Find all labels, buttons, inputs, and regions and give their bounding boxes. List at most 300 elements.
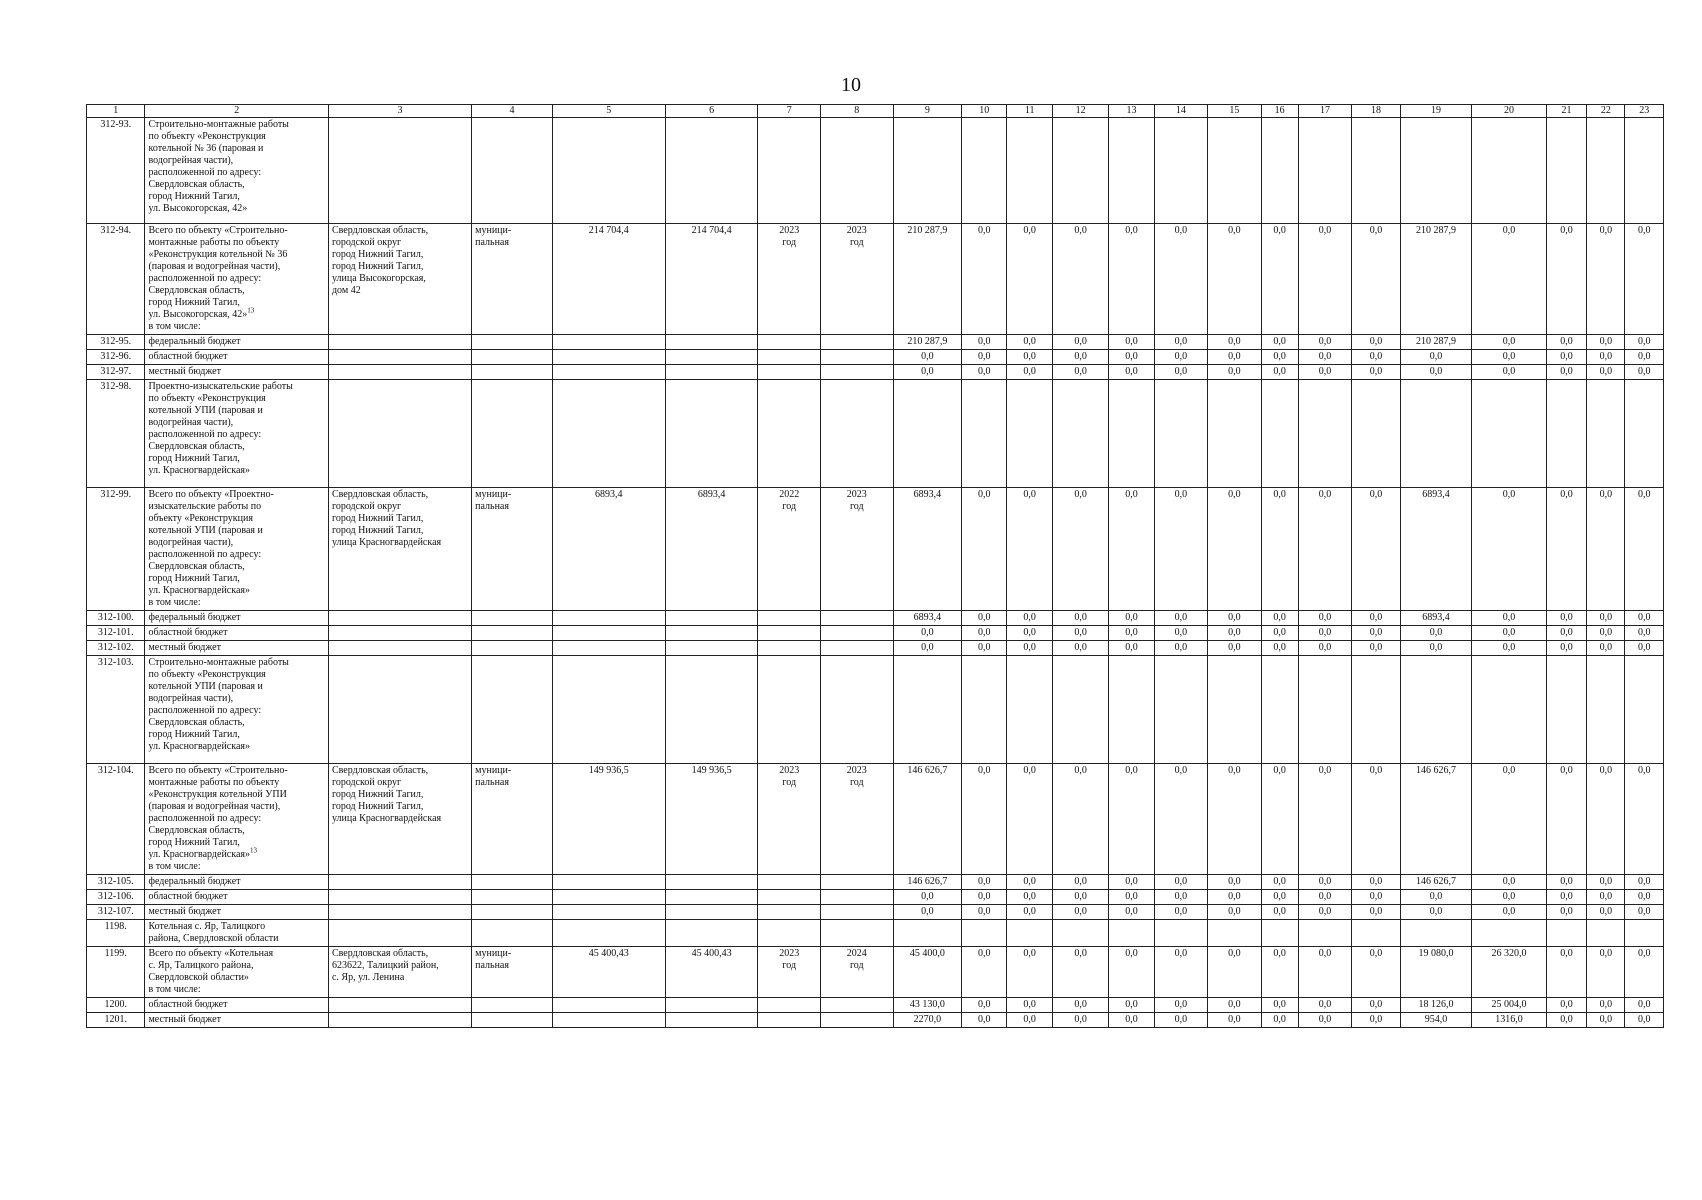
total-cost-cell xyxy=(665,380,758,488)
funding-value-cell: 0,0 xyxy=(1007,335,1052,350)
column-number-cell: 11 xyxy=(1007,105,1052,118)
funding-value-cell: 954,0 xyxy=(1400,1013,1472,1028)
funding-value-cell: 6893,4 xyxy=(1400,488,1472,611)
funding-value-cell: 0,0 xyxy=(893,905,962,920)
location-cell: Свердловская область, городской округ город Нижний Тагил, город Нижний Тагил, улица Красногвардейская xyxy=(328,488,471,611)
funding-value-cell: 0,0 xyxy=(1052,905,1108,920)
column-number-cell: 7 xyxy=(758,105,821,118)
table-body xyxy=(87,105,1664,1028)
total-cost-cell xyxy=(665,905,758,920)
funding-value-cell: 0,0 xyxy=(1587,905,1625,920)
funding-value-cell xyxy=(1261,118,1298,224)
end-year-cell xyxy=(820,890,893,905)
funding-value-cell: 0,0 xyxy=(962,998,1007,1013)
funding-value-cell xyxy=(962,380,1007,488)
funding-value-cell: 0,0 xyxy=(1261,1013,1298,1028)
column-number-cell: 8 xyxy=(820,105,893,118)
table-row xyxy=(87,905,1664,920)
row-number-cell: 312-99. xyxy=(87,488,145,611)
funding-value-cell: 0,0 xyxy=(1261,611,1298,626)
funding-value-cell: 0,0 xyxy=(1007,488,1052,611)
estimated-cost-cell xyxy=(552,656,665,764)
start-year-cell xyxy=(758,365,821,380)
funding-value-cell: 0,0 xyxy=(1261,350,1298,365)
row-name-tail: в том числе: xyxy=(148,321,201,332)
funding-value-cell: 0,0 xyxy=(1587,641,1625,656)
funding-value-cell: 0,0 xyxy=(962,905,1007,920)
estimated-cost-cell xyxy=(552,380,665,488)
funding-value-cell xyxy=(1472,118,1547,224)
row-number-cell: 312-100. xyxy=(87,611,145,626)
funding-value-cell: 0,0 xyxy=(893,890,962,905)
column-number-cell: 18 xyxy=(1352,105,1400,118)
location-cell xyxy=(328,335,471,350)
funding-value-cell: 0,0 xyxy=(1298,350,1351,365)
row-name-cell: местный бюджет xyxy=(145,1013,329,1028)
funding-value-cell: 0,0 xyxy=(1625,611,1664,626)
funding-value-cell: 0,0 xyxy=(1109,998,1154,1013)
funding-value-cell: 0,0 xyxy=(1261,998,1298,1013)
start-year-cell: 2023 год xyxy=(758,764,821,875)
funding-value-cell: 0,0 xyxy=(1625,890,1664,905)
funding-value-cell: 0,0 xyxy=(1109,350,1154,365)
funding-value-cell: 0,0 xyxy=(1261,890,1298,905)
ownership-cell: муници- пальная xyxy=(472,764,553,875)
table-row xyxy=(87,611,1664,626)
funding-value-cell: 0,0 xyxy=(1625,875,1664,890)
ownership-cell: муници- пальная xyxy=(472,947,553,998)
ownership-cell xyxy=(472,920,553,947)
funding-value-cell: 210 287,9 xyxy=(893,335,962,350)
funding-value-cell: 0,0 xyxy=(1472,890,1547,905)
location-cell xyxy=(328,905,471,920)
funding-value-cell: 0,0 xyxy=(1109,1013,1154,1028)
row-name-cell: местный бюджет xyxy=(145,905,329,920)
funding-value-cell: 0,0 xyxy=(1587,764,1625,875)
funding-value-cell: 0,0 xyxy=(1625,365,1664,380)
row-name-cell: Всего по объекту «Котельная с. Яр, Талицкого района, Свердловской области» в том числе: xyxy=(145,947,329,998)
start-year-cell xyxy=(758,875,821,890)
funding-value-cell xyxy=(1352,920,1400,947)
funding-value-cell: 0,0 xyxy=(1109,764,1154,875)
funding-value-cell: 0,0 xyxy=(1007,365,1052,380)
ownership-cell: муници- пальная xyxy=(472,224,553,335)
funding-value-cell: 0,0 xyxy=(1587,1013,1625,1028)
estimated-cost-cell xyxy=(552,905,665,920)
row-number-cell: 1198. xyxy=(87,920,145,947)
funding-value-cell: 19 080,0 xyxy=(1400,947,1472,998)
column-number-cell: 2 xyxy=(145,105,329,118)
funding-value-cell: 0,0 xyxy=(1625,488,1664,611)
table-row xyxy=(87,656,1664,764)
funding-value-cell xyxy=(1625,118,1664,224)
row-name-tail: в том числе: xyxy=(148,861,201,872)
funding-value-cell: 0,0 xyxy=(1587,335,1625,350)
row-name-cell: Котельная с. Яр, Талицкого района, Свердловской области xyxy=(145,920,329,947)
funding-value-cell: 0,0 xyxy=(1352,626,1400,641)
funding-value-cell: 0,0 xyxy=(1472,365,1547,380)
funding-value-cell: 210 287,9 xyxy=(1400,224,1472,335)
funding-value-cell: 0,0 xyxy=(1298,641,1351,656)
ownership-cell xyxy=(472,656,553,764)
row-name-cell: Строительно-монтажные работы по объекту «Реконструкция котельной УПИ (паровая и водогрейная части), расположенной по адресу: Свердловская область, город Нижний Тагил, ул. Красногвардейская» xyxy=(145,656,329,764)
funding-value-cell: 0,0 xyxy=(1587,998,1625,1013)
location-cell xyxy=(328,656,471,764)
funding-value-cell: 0,0 xyxy=(962,875,1007,890)
funding-value-cell xyxy=(1472,380,1547,488)
funding-value-cell: 25 004,0 xyxy=(1472,998,1547,1013)
funding-value-cell xyxy=(1472,656,1547,764)
row-name-cell: областной бюджет xyxy=(145,350,329,365)
row-number-cell: 312-97. xyxy=(87,365,145,380)
funding-value-cell: 0,0 xyxy=(1109,905,1154,920)
table-row xyxy=(87,764,1664,875)
funding-value-cell: 0,0 xyxy=(1052,947,1108,998)
funding-value-cell: 0,0 xyxy=(1352,365,1400,380)
funding-value-cell xyxy=(1052,118,1108,224)
funding-value-cell: 0,0 xyxy=(1400,641,1472,656)
location-cell xyxy=(328,875,471,890)
funding-value-cell: 0,0 xyxy=(1352,224,1400,335)
funding-value-cell: 0,0 xyxy=(1261,365,1298,380)
row-name-cell: Всего по объекту «Проектно- изыскательские работы по объекту «Реконструкция котельной УПИ (паровая и водогрейная части), расположенной по адресу: Свердловская область, город Нижний Тагил, ул. Красногвардейская» в том числе: xyxy=(145,488,329,611)
funding-value-cell: 0,0 xyxy=(1298,626,1351,641)
funding-value-cell xyxy=(1007,656,1052,764)
funding-value-cell: 0,0 xyxy=(1052,626,1108,641)
funding-value-cell: 0,0 xyxy=(962,641,1007,656)
funding-value-cell: 0,0 xyxy=(1546,1013,1586,1028)
funding-value-cell xyxy=(1208,920,1261,947)
funding-value-cell xyxy=(1261,380,1298,488)
funding-value-cell: 1316,0 xyxy=(1472,1013,1547,1028)
page-number: 10 xyxy=(841,74,861,96)
funding-value-cell: 0,0 xyxy=(1546,365,1586,380)
funding-value-cell: 0,0 xyxy=(1154,611,1207,626)
location-cell xyxy=(328,611,471,626)
end-year-cell xyxy=(820,920,893,947)
table-row xyxy=(87,365,1664,380)
funding-value-cell: 0,0 xyxy=(962,764,1007,875)
funding-value-cell xyxy=(1472,920,1547,947)
funding-value-cell: 0,0 xyxy=(1352,998,1400,1013)
column-number-cell: 5 xyxy=(552,105,665,118)
funding-value-cell: 0,0 xyxy=(1052,641,1108,656)
funding-value-cell: 0,0 xyxy=(1587,488,1625,611)
funding-value-cell xyxy=(1261,656,1298,764)
end-year-cell xyxy=(820,380,893,488)
funding-value-cell xyxy=(1208,380,1261,488)
funding-value-cell: 0,0 xyxy=(1007,905,1052,920)
funding-value-cell: 0,0 xyxy=(1109,335,1154,350)
funding-value-cell: 6893,4 xyxy=(1400,611,1472,626)
funding-value-cell: 0,0 xyxy=(1261,764,1298,875)
funding-value-cell: 0,0 xyxy=(1261,905,1298,920)
column-number-cell: 13 xyxy=(1109,105,1154,118)
row-number-cell: 312-94. xyxy=(87,224,145,335)
column-number-cell: 16 xyxy=(1261,105,1298,118)
funding-value-cell xyxy=(1587,118,1625,224)
funding-value-cell: 0,0 xyxy=(1261,947,1298,998)
total-cost-cell xyxy=(665,641,758,656)
estimated-cost-cell xyxy=(552,365,665,380)
funding-value-cell: 0,0 xyxy=(1052,998,1108,1013)
end-year-cell: 2023 год xyxy=(820,764,893,875)
funding-value-cell xyxy=(1546,380,1586,488)
funding-value-cell: 0,0 xyxy=(1261,626,1298,641)
table-row xyxy=(87,998,1664,1013)
funding-value-cell: 18 126,0 xyxy=(1400,998,1472,1013)
end-year-cell xyxy=(820,626,893,641)
funding-value-cell: 26 320,0 xyxy=(1472,947,1547,998)
funding-value-cell xyxy=(1546,656,1586,764)
funding-value-cell: 0,0 xyxy=(1154,488,1207,611)
funding-value-cell xyxy=(1352,380,1400,488)
funding-value-cell: 0,0 xyxy=(1109,224,1154,335)
row-number-cell: 312-105. xyxy=(87,875,145,890)
row-name-cell xyxy=(145,764,329,875)
funding-value-cell: 0,0 xyxy=(1472,611,1547,626)
estimated-cost-cell: 214 704,4 xyxy=(552,224,665,335)
funding-value-cell: 0,0 xyxy=(1154,1013,1207,1028)
funding-value-cell: 0,0 xyxy=(1261,335,1298,350)
table-row xyxy=(87,335,1664,350)
footnote-mark: 13 xyxy=(249,846,257,855)
location-cell xyxy=(328,350,471,365)
end-year-cell xyxy=(820,998,893,1013)
funding-value-cell xyxy=(1625,920,1664,947)
funding-value-cell xyxy=(1298,118,1351,224)
column-number-cell: 9 xyxy=(893,105,962,118)
row-name-cell: федеральный бюджет xyxy=(145,611,329,626)
table-row xyxy=(87,641,1664,656)
funding-value-cell: 0,0 xyxy=(1208,875,1261,890)
funding-value-cell: 0,0 xyxy=(1052,350,1108,365)
funding-value-cell: 0,0 xyxy=(962,611,1007,626)
funding-value-cell: 0,0 xyxy=(1208,1013,1261,1028)
row-number-cell: 1201. xyxy=(87,1013,145,1028)
row-number-cell: 1200. xyxy=(87,998,145,1013)
estimated-cost-cell xyxy=(552,611,665,626)
funding-value-cell: 0,0 xyxy=(1154,875,1207,890)
funding-value-cell: 0,0 xyxy=(1625,335,1664,350)
funding-value-cell: 0,0 xyxy=(1625,998,1664,1013)
total-cost-cell xyxy=(665,890,758,905)
total-cost-cell xyxy=(665,1013,758,1028)
funding-value-cell: 0,0 xyxy=(1298,365,1351,380)
funding-value-cell: 0,0 xyxy=(1154,365,1207,380)
funding-value-cell: 0,0 xyxy=(1625,641,1664,656)
funding-value-cell: 0,0 xyxy=(1052,875,1108,890)
funding-value-cell: 0,0 xyxy=(1154,890,1207,905)
funding-value-cell: 0,0 xyxy=(1472,335,1547,350)
total-cost-cell xyxy=(665,365,758,380)
funding-value-cell: 0,0 xyxy=(1546,875,1586,890)
funding-value-cell: 0,0 xyxy=(962,947,1007,998)
funding-value-cell: 0,0 xyxy=(1298,947,1351,998)
funding-value-cell: 0,0 xyxy=(1052,224,1108,335)
funding-value-cell: 0,0 xyxy=(1052,488,1108,611)
funding-value-cell: 0,0 xyxy=(1352,875,1400,890)
funding-value-cell: 0,0 xyxy=(1472,764,1547,875)
funding-value-cell: 0,0 xyxy=(1007,626,1052,641)
funding-value-cell xyxy=(1400,920,1472,947)
funding-value-cell: 0,0 xyxy=(1208,224,1261,335)
funding-value-cell xyxy=(1052,656,1108,764)
funding-value-cell: 0,0 xyxy=(1208,611,1261,626)
estimated-cost-cell xyxy=(552,875,665,890)
column-number-row xyxy=(87,105,1664,118)
row-number-cell: 312-98. xyxy=(87,380,145,488)
estimated-cost-cell xyxy=(552,998,665,1013)
funding-value-cell xyxy=(1208,656,1261,764)
funding-value-cell xyxy=(1007,380,1052,488)
funding-value-cell: 0,0 xyxy=(1154,998,1207,1013)
funding-value-cell: 0,0 xyxy=(962,488,1007,611)
funding-value-cell: 0,0 xyxy=(1298,905,1351,920)
funding-value-cell: 0,0 xyxy=(1109,626,1154,641)
funding-value-cell: 0,0 xyxy=(1352,1013,1400,1028)
location-cell xyxy=(328,998,471,1013)
end-year-cell xyxy=(820,1013,893,1028)
table-row xyxy=(87,224,1664,335)
funding-value-cell: 0,0 xyxy=(893,641,962,656)
funding-value-cell: 0,0 xyxy=(893,350,962,365)
funding-value-cell xyxy=(1052,920,1108,947)
funding-value-cell: 0,0 xyxy=(1625,626,1664,641)
funding-value-cell: 0,0 xyxy=(1109,365,1154,380)
funding-value-cell: 0,0 xyxy=(1208,764,1261,875)
funding-value-cell xyxy=(1587,380,1625,488)
funding-value-cell: 0,0 xyxy=(1546,626,1586,641)
funding-value-cell xyxy=(1154,920,1207,947)
funding-value-cell xyxy=(962,656,1007,764)
funding-value-cell: 0,0 xyxy=(1546,764,1586,875)
funding-value-cell: 0,0 xyxy=(1472,875,1547,890)
funding-value-cell: 0,0 xyxy=(1587,611,1625,626)
location-cell: Свердловская область, городской округ город Нижний Тагил, город Нижний Тагил, улица Высокогорская, дом 42 xyxy=(328,224,471,335)
ownership-cell xyxy=(472,350,553,365)
ownership-cell xyxy=(472,365,553,380)
total-cost-cell xyxy=(665,920,758,947)
funding-value-cell xyxy=(1109,656,1154,764)
total-cost-cell: 6893,4 xyxy=(665,488,758,611)
estimated-cost-cell xyxy=(552,350,665,365)
funding-value-cell xyxy=(1587,920,1625,947)
funding-value-cell: 0,0 xyxy=(1400,905,1472,920)
funding-value-cell: 0,0 xyxy=(1472,350,1547,365)
row-number-cell: 312-102. xyxy=(87,641,145,656)
funding-value-cell xyxy=(893,656,962,764)
funding-value-cell: 210 287,9 xyxy=(1400,335,1472,350)
location-cell: Свердловская область, 623622, Талицкий район, с. Яр, ул. Ленина xyxy=(328,947,471,998)
funding-value-cell: 0,0 xyxy=(1472,905,1547,920)
funding-value-cell xyxy=(1007,920,1052,947)
funding-value-cell: 6893,4 xyxy=(893,488,962,611)
funding-value-cell: 0,0 xyxy=(1546,890,1586,905)
funding-value-cell: 0,0 xyxy=(1352,611,1400,626)
start-year-cell xyxy=(758,350,821,365)
funding-value-cell: 0,0 xyxy=(1007,350,1052,365)
funding-value-cell: 0,0 xyxy=(1208,905,1261,920)
funding-value-cell: 0,0 xyxy=(1298,890,1351,905)
funding-value-cell xyxy=(1154,656,1207,764)
location-cell xyxy=(328,380,471,488)
funding-value-cell: 0,0 xyxy=(1261,641,1298,656)
funding-value-cell: 0,0 xyxy=(962,365,1007,380)
location-cell xyxy=(328,118,471,224)
total-cost-cell xyxy=(665,656,758,764)
start-year-cell xyxy=(758,335,821,350)
funding-value-cell: 0,0 xyxy=(1052,1013,1108,1028)
funding-value-cell: 0,0 xyxy=(962,890,1007,905)
funding-value-cell: 0,0 xyxy=(1298,224,1351,335)
funding-value-cell xyxy=(1400,656,1472,764)
column-number-cell: 19 xyxy=(1400,105,1472,118)
row-name-cell: областной бюджет xyxy=(145,890,329,905)
funding-value-cell: 2270,0 xyxy=(893,1013,962,1028)
funding-value-cell xyxy=(1352,118,1400,224)
estimated-cost-cell xyxy=(552,118,665,224)
funding-value-cell: 0,0 xyxy=(1546,224,1586,335)
funding-value-cell: 45 400,0 xyxy=(893,947,962,998)
funding-value-cell: 0,0 xyxy=(1208,335,1261,350)
footnote-mark: 13 xyxy=(247,306,255,315)
row-number-cell: 312-103. xyxy=(87,656,145,764)
row-name-cell: местный бюджет xyxy=(145,641,329,656)
start-year-cell xyxy=(758,656,821,764)
table-row xyxy=(87,380,1664,488)
funding-value-cell xyxy=(1546,920,1586,947)
end-year-cell xyxy=(820,875,893,890)
funding-value-cell xyxy=(1154,118,1207,224)
end-year-cell xyxy=(820,335,893,350)
funding-value-cell: 0,0 xyxy=(1261,875,1298,890)
column-number-cell: 6 xyxy=(665,105,758,118)
funding-value-cell: 0,0 xyxy=(1052,890,1108,905)
row-name-text: Всего по объекту «Строительно- монтажные работы по объекту «Реконструкция котельной № 36 (паровая и водогрейная части), расположенной по адресу: Свердловская область, город Нижний Тагил, ул. Высокогорская, 42» xyxy=(148,225,288,320)
funding-value-cell xyxy=(893,380,962,488)
funding-value-cell: 0,0 xyxy=(1208,626,1261,641)
funding-value-cell xyxy=(1400,380,1472,488)
funding-value-cell: 0,0 xyxy=(1109,611,1154,626)
funding-value-cell: 0,0 xyxy=(1007,641,1052,656)
column-number-cell: 10 xyxy=(962,105,1007,118)
estimated-cost-cell xyxy=(552,641,665,656)
funding-value-cell: 0,0 xyxy=(1472,626,1547,641)
total-cost-cell: 214 704,4 xyxy=(665,224,758,335)
table-row xyxy=(87,875,1664,890)
funding-value-cell: 0,0 xyxy=(1007,611,1052,626)
ownership-cell xyxy=(472,905,553,920)
row-number-cell: 312-104. xyxy=(87,764,145,875)
row-name-cell: Проектно-изыскательские работы по объекту «Реконструкция котельной УПИ (паровая и водогрейная части), расположенной по адресу: Свердловская область, город Нижний Тагил, ул. Красногвардейская» xyxy=(145,380,329,488)
funding-value-cell: 0,0 xyxy=(893,365,962,380)
funding-value-cell: 0,0 xyxy=(1298,998,1351,1013)
funding-value-cell: 0,0 xyxy=(1400,626,1472,641)
ownership-cell xyxy=(472,1013,553,1028)
funding-value-cell: 0,0 xyxy=(1625,764,1664,875)
funding-value-cell: 0,0 xyxy=(1400,890,1472,905)
total-cost-cell xyxy=(665,626,758,641)
funding-value-cell: 146 626,7 xyxy=(893,875,962,890)
table-row xyxy=(87,1013,1664,1028)
funding-value-cell: 0,0 xyxy=(1208,947,1261,998)
funding-value-cell: 0,0 xyxy=(1109,947,1154,998)
table-row xyxy=(87,920,1664,947)
funding-value-cell: 0,0 xyxy=(1546,905,1586,920)
total-cost-cell xyxy=(665,611,758,626)
funding-value-cell: 0,0 xyxy=(962,335,1007,350)
